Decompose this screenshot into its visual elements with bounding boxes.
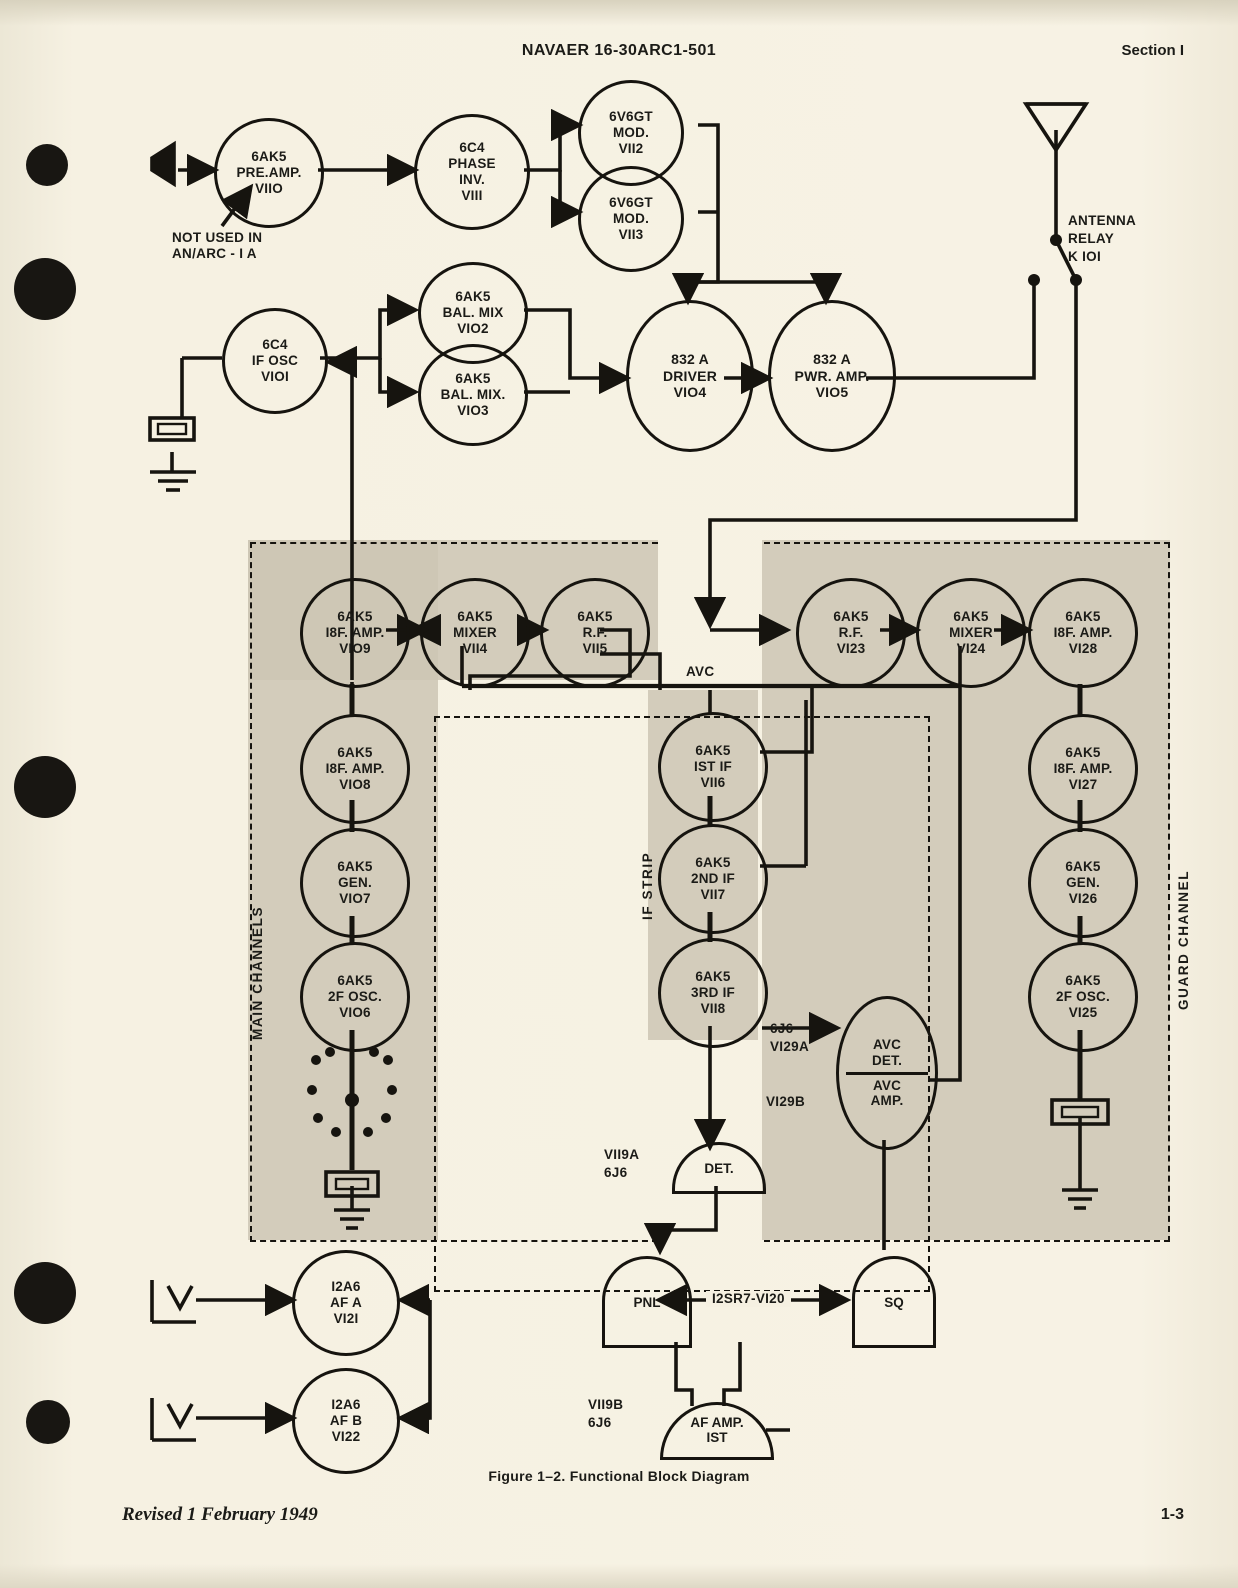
block-v104-line-0: 832 A: [671, 351, 709, 368]
page-header-section: Section I: [1121, 42, 1184, 59]
block-v128-line-2: VI28: [1068, 640, 1098, 656]
block-v111-line-2: INV.: [459, 172, 485, 187]
block-v110-line-1: PRE.AMP.: [236, 165, 302, 181]
block-v116-line-1: IST IF: [694, 759, 732, 775]
block-v128-line-1: I8F. AMP.: [1053, 625, 1113, 641]
block-v118-line-0: 6AK5: [695, 969, 731, 985]
block-v106-line-0: 6AK5: [337, 973, 373, 989]
block-v116-line-0: 6AK5: [695, 743, 731, 759]
block-v114-line-2: VII4: [462, 640, 488, 656]
antenna-relay-label: ANTENNA RELAY K IOI: [1068, 213, 1137, 265]
block-v105-line-1: PWR. AMP.: [794, 367, 870, 384]
block-v126-line-2: VI26: [1068, 890, 1098, 906]
block-v127-line-0: 6AK5: [1065, 745, 1101, 761]
block-v106[interactable]: [300, 942, 410, 1052]
block-v101-line-0: 6C4: [262, 337, 288, 353]
block-v124[interactable]: [916, 578, 1026, 688]
dome-af-amp-label: AF AMP. IST: [690, 1415, 744, 1445]
block-v129[interactable]: [836, 996, 938, 1150]
note-not-used: NOT USED IN AN/ARC - I A: [172, 230, 263, 262]
block-v108-line-1: I8F. AMP.: [325, 761, 385, 777]
block-v112-line-0: 6V6GT: [609, 109, 653, 125]
block-v117-line-1: 2ND IF: [691, 871, 735, 887]
block-v115-line-0: 6AK5: [577, 609, 613, 625]
block-v117-line-0: 6AK5: [695, 855, 731, 871]
block-v114-line-0: 6AK5: [457, 609, 493, 625]
block-v108-line-2: VIO8: [339, 776, 371, 792]
block-v129-line-1: DET.: [871, 1052, 903, 1068]
block-v125-line-1: 2F OSC.: [1056, 989, 1110, 1005]
block-v104[interactable]: [626, 300, 754, 452]
block-v115[interactable]: [540, 578, 650, 688]
block-v109-line-0: 6AK5: [337, 609, 373, 625]
block-v112-line-2: VII2: [618, 140, 644, 156]
af-amp-ref-label: VII9B 6J6: [588, 1397, 624, 1431]
block-v116[interactable]: [658, 712, 768, 822]
block-v123-line-1: R.F.: [838, 625, 864, 641]
block-v118-line-1: 3RD IF: [691, 985, 735, 1001]
block-v128-line-0: 6AK5: [1065, 609, 1101, 625]
block-v126-line-0: 6AK5: [1065, 859, 1101, 875]
block-v122[interactable]: [292, 1368, 400, 1474]
block-v127-line-2: VI27: [1068, 776, 1098, 792]
block-v109-line-2: VIO9: [339, 640, 371, 656]
det-ref-label: VII9A 6J6: [604, 1147, 640, 1181]
block-v103[interactable]: [418, 344, 528, 446]
block-v114[interactable]: [420, 578, 530, 688]
block-v111[interactable]: [414, 114, 530, 230]
block-v127[interactable]: [1028, 714, 1138, 824]
guard-channel-label: GUARD CHANNEL: [1176, 869, 1191, 1010]
block-v117[interactable]: [658, 824, 768, 934]
block-v110-line-2: VIIO: [255, 180, 283, 196]
block-v101-line-1: IF OSC: [251, 353, 299, 369]
block-v101-line-2: VIOI: [261, 368, 289, 384]
main-channels-label: MAIN CHANNELS: [250, 905, 265, 1040]
block-v105-line-0: 832 A: [813, 351, 851, 368]
block-v123-line-2: VI23: [836, 640, 866, 656]
block-v125-line-0: 6AK5: [1065, 973, 1101, 989]
block-v111-line-1: PHASE: [448, 156, 496, 172]
block-v122-line-0: I2A6: [331, 1397, 361, 1413]
dome-pnl-label: PNL: [633, 1294, 661, 1310]
block-v105[interactable]: [768, 300, 896, 452]
block-v123[interactable]: [796, 578, 906, 688]
avc-amp-ref-label: VI29B: [766, 1094, 806, 1109]
figure-caption: Figure 1–2. Functional Block Diagram: [488, 1468, 750, 1484]
avc-label: AVC: [686, 664, 715, 679]
block-v114-line-1: MIXER: [453, 625, 497, 641]
block-v113-line-1: MOD.: [612, 211, 650, 227]
dome-sq-label: SQ: [884, 1294, 904, 1310]
block-v129-line-0: AVC: [872, 1036, 902, 1052]
block-v117-line-2: VII7: [700, 886, 726, 902]
block-v113-line-2: VII3: [618, 226, 644, 242]
dome-pnl[interactable]: [602, 1256, 692, 1348]
block-v129-line-3: AMP.: [870, 1093, 904, 1109]
block-v109-line-1: I8F. AMP.: [325, 625, 385, 641]
block-v103-line-1: BAL. MIX.: [440, 387, 506, 403]
block-v115-line-1: R.F.: [582, 625, 608, 641]
block-v122-line-2: VI22: [331, 1428, 361, 1444]
block-v104-line-2: VIO4: [673, 384, 707, 401]
page-header-title: NAVAER 16-30ARC1-501: [521, 42, 717, 59]
block-v110[interactable]: [214, 118, 324, 228]
block-v124-line-1: MIXER: [949, 625, 993, 641]
block-v107-line-0: 6AK5: [337, 859, 373, 875]
block-v127-line-1: I8F. AMP.: [1053, 761, 1113, 777]
block-v113[interactable]: [578, 166, 684, 272]
block-v124-line-0: 6AK5: [953, 609, 989, 625]
block-v125[interactable]: [1028, 942, 1138, 1052]
block-v111-line-0: 6C4: [459, 140, 485, 156]
block-v122-line-1: AF B: [329, 1413, 363, 1429]
block-v123-line-0: 6AK5: [833, 609, 869, 625]
sr7-label: I2SR7-VI20: [706, 1291, 791, 1307]
block-v128[interactable]: [1028, 578, 1138, 688]
block-v107-line-2: VIO7: [339, 890, 371, 906]
block-v102-line-2: VIO2: [457, 320, 489, 336]
block-v112-line-1: MOD.: [612, 125, 650, 141]
block-v124-line-2: VI24: [956, 640, 986, 656]
block-v108[interactable]: [300, 714, 410, 824]
block-v108-line-0: 6AK5: [337, 745, 373, 761]
block-v104-line-1: DRIVER: [662, 367, 718, 384]
block-v106-line-1: 2F OSC.: [328, 989, 382, 1005]
block-v121-line-2: VI2I: [333, 1310, 359, 1326]
block-v110-line-0: 6AK5: [251, 149, 287, 165]
block-v109[interactable]: [300, 578, 410, 688]
block-v115-line-2: VII5: [582, 640, 608, 656]
footer-page-number: 1-3: [1160, 1506, 1184, 1523]
block-v121-line-0: I2A6: [331, 1279, 361, 1295]
block-v102-line-0: 6AK5: [455, 289, 491, 305]
block-v118-line-2: VII8: [700, 1000, 726, 1016]
block-v129-divider: [846, 1072, 928, 1075]
block-v125-line-2: VI25: [1068, 1004, 1098, 1020]
block-v103-line-0: 6AK5: [455, 371, 491, 387]
block-v102-line-1: BAL. MIX: [442, 305, 504, 321]
block-v106-line-2: VIO6: [339, 1004, 371, 1020]
block-v118[interactable]: [658, 938, 768, 1048]
block-v105-line-2: VIO5: [815, 384, 849, 401]
block-v111-line-3: VIII: [461, 187, 483, 203]
if-strip-label: IF STRIP: [640, 851, 655, 920]
block-v126[interactable]: [1028, 828, 1138, 938]
block-v107-line-1: GEN.: [338, 875, 372, 891]
block-v113-line-0: 6V6GT: [609, 195, 653, 211]
dome-sq[interactable]: [852, 1256, 936, 1348]
block-v126-line-1: GEN.: [1066, 875, 1100, 891]
block-v103-line-2: VIO3: [457, 402, 489, 418]
block-v116-line-2: VII6: [700, 774, 726, 790]
block-v121-line-1: AF A: [330, 1295, 362, 1311]
avc-input-label: 6J6 VI29A: [770, 1021, 810, 1055]
dome-det-label: DET.: [704, 1160, 734, 1176]
block-v107[interactable]: [300, 828, 410, 938]
block-v129-line-2: AVC: [872, 1077, 902, 1093]
block-v101[interactable]: [222, 308, 328, 414]
footer-revision: Revised 1 February 1949: [122, 1504, 318, 1525]
block-v121[interactable]: [292, 1250, 400, 1356]
